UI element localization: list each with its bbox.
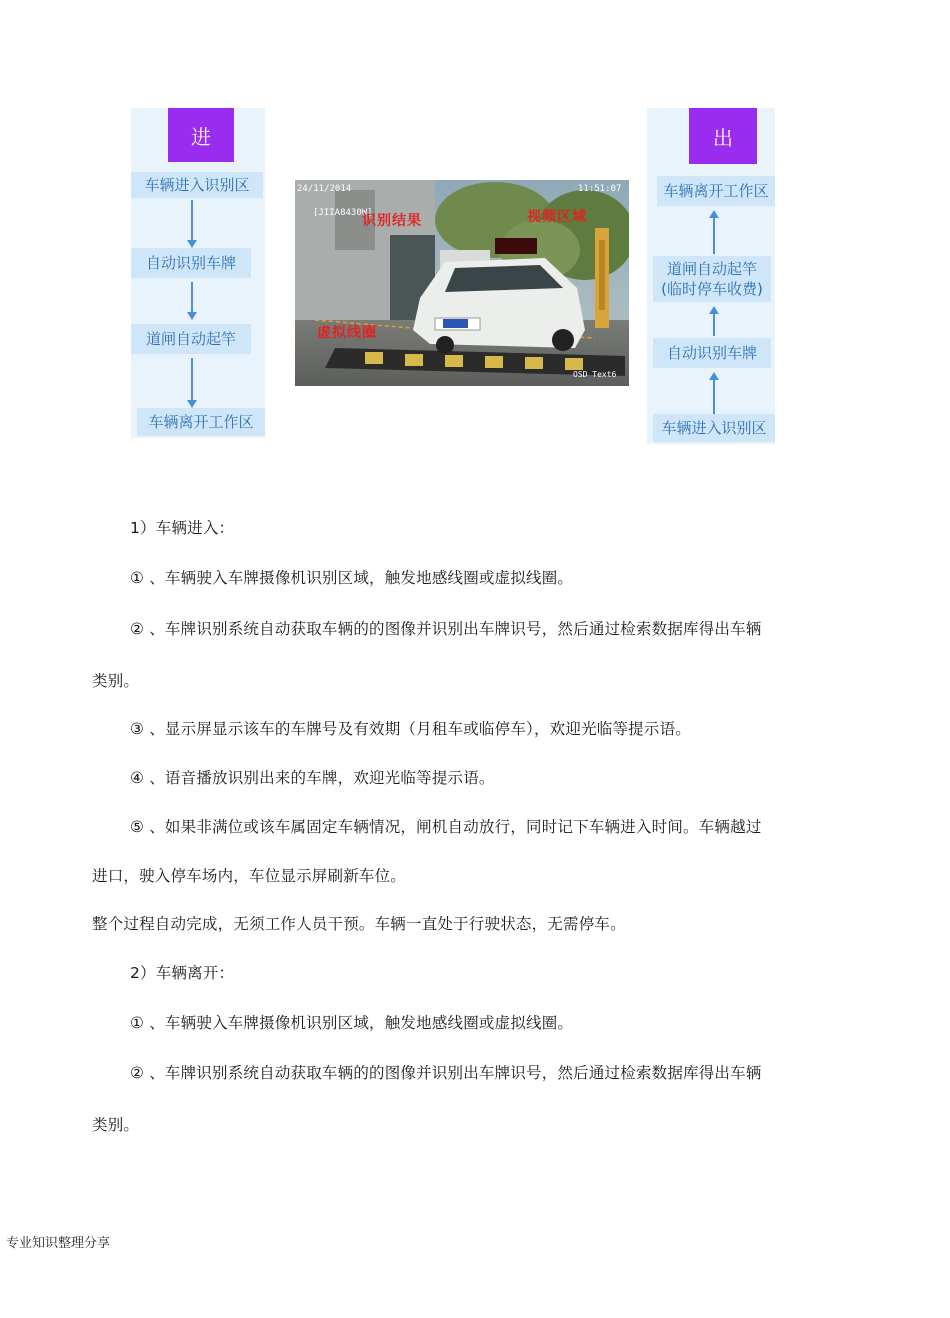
exit-step-2-label: 道闸自动起竿 xyxy=(666,260,757,278)
photo-time: 11:51:07 xyxy=(578,184,622,194)
entry-step-1-label: 车辆进入识别区 xyxy=(144,176,250,194)
section1-item1: ① 、车辆驶入车牌摄像机识别区域，触发地感线圈或虚拟线圈。 xyxy=(130,569,574,587)
exit-step-4 xyxy=(653,414,775,442)
parking-camera-photo xyxy=(295,180,629,386)
entry-step-3-label: 道闸自动起竿 xyxy=(145,330,236,348)
entry-head-box xyxy=(168,108,234,162)
entry-step-4-label: 车辆离开工作区 xyxy=(148,413,254,431)
entry-head-label: 进 xyxy=(191,124,211,149)
photo-plate-readout: [JIIA8430W] xyxy=(313,208,373,218)
section1-item5-cont: 进口，驶入停车场内，车位显示屏刷新车位。 xyxy=(92,867,407,885)
entry-step-4 xyxy=(137,408,265,436)
section1-item5: ⑤ 、如果非满位或该车属固定车辆情况，闸机自动放行，同时记下车辆进入时间。车辆越过 xyxy=(130,818,762,836)
section1-item2: ② 、车牌识别系统自动获取车辆的的图像并识别出车牌识号，然后通过检索数据库得出车辆 xyxy=(130,620,762,638)
entry-step-1 xyxy=(131,172,263,198)
exit-head-label: 出 xyxy=(713,125,733,150)
entry-step-3 xyxy=(131,324,251,354)
photo-label-video: 视频区域 xyxy=(527,209,587,225)
entry-step-2-label: 自动识别车牌 xyxy=(145,254,236,272)
exit-step-3-label: 自动识别车牌 xyxy=(666,344,757,362)
exit-step-4-label: 车辆进入识别区 xyxy=(661,419,767,437)
section2-item1: ① 、车辆驶入车牌摄像机识别区域，触发地感线圈或虚拟线圈。 xyxy=(130,1014,574,1032)
exit-head-box xyxy=(689,108,757,164)
exit-step-1-label: 车辆离开工作区 xyxy=(663,182,769,200)
photo-date: 24/11/2014 xyxy=(297,184,352,194)
photo-label-line: 虚拟线圈 xyxy=(317,325,377,341)
exit-step-1 xyxy=(657,176,775,206)
section2-item2-cont: 类别。 xyxy=(92,1116,140,1134)
entry-flow-diagram xyxy=(131,108,265,438)
exit-step-3 xyxy=(653,338,771,368)
entry-step-2 xyxy=(131,248,251,278)
photo-osd: OSD Text6 xyxy=(573,370,617,379)
section1-item3: ③ 、显示屏显示该车的车牌号及有效期（月租车或临停车），欢迎光临等提示语。 xyxy=(130,720,691,738)
exit-flow-diagram xyxy=(647,108,775,444)
section1-item2-cont: 类别。 xyxy=(92,672,140,690)
photo-label-result: 识别结果 xyxy=(362,213,422,229)
section1-item4: ④ 、语音播放识别出来的车牌，欢迎光临等提示语。 xyxy=(130,769,495,787)
section2-item2: ② 、车牌识别系统自动获取车辆的的图像并识别出车牌识号，然后通过检索数据库得出车辆 xyxy=(130,1064,762,1082)
section1-title: 1）车辆进入： xyxy=(130,519,235,537)
exit-step-2 xyxy=(653,256,771,302)
page-footer: 专业知识整理分享 xyxy=(6,1236,111,1251)
exit-step-2-sublabel: (临时停车收费) xyxy=(661,280,763,298)
section2-title: 2）车辆离开： xyxy=(130,964,235,982)
summary-line: 整个过程自动完成，无须工作人员干预。车辆一直处于行驶状态，无需停车。 xyxy=(92,915,626,933)
